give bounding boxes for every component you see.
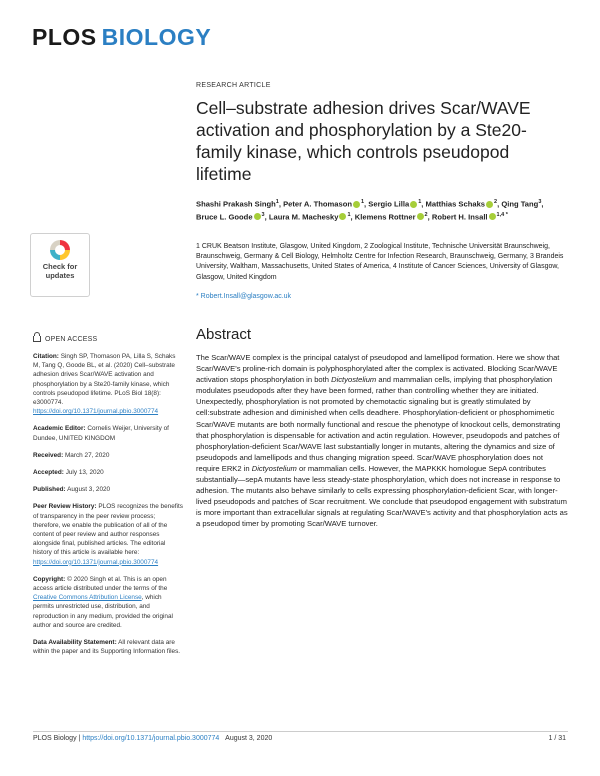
peer-review-link[interactable]: https://doi.org/10.1371/journal.pbio.3000774: [33, 558, 159, 566]
corresponding-email[interactable]: * Robert.Insall@glasgow.ac.uk: [196, 293, 292, 300]
data-text: All relevant data are within the paper and its Supporting Information files.: [33, 639, 181, 656]
orcid-icon[interactable]: [489, 213, 496, 220]
abstract-part2: and mammalian cells, implying that phosphorylation modulates pseudopods after they have been formed, rather than controlling whether they are initiated. Unexpectedly, phosphorylation is not promoted by chemotactic signaling but is greatly stimulated by cell:substrate adhesion and diminished when cells deadhere. Phosphorylation-deficient or phosphomimetic Scar/WAVE mutants are both normally functional and rescue the phenotype of knockout cells, demonstrating that phosphorylation is dispensable for activation and actin regulation. However, pseudopods and patches of phosphorylation-deficient Scar/WAVE last substantially longer in mutants, altering the dynamics and size of pseudopods and lamellipods and thus changing migration speed. Scar/WAVE phosphorylation does not require ERK2 in: [196, 375, 561, 473]
article-type: RESEARCH ARTICLE: [196, 82, 271, 89]
author-name: Bruce L. Goode: [196, 212, 253, 222]
peer-label: Peer Review History:: [33, 503, 97, 511]
footer-divider: [33, 731, 568, 732]
footer-date: August 3, 2020: [225, 735, 273, 742]
author-separator: ,: [427, 212, 432, 222]
open-access-text: OPEN ACCESS: [45, 336, 98, 343]
citation-label: Citation:: [33, 353, 59, 360]
orcid-icon[interactable]: [254, 213, 261, 220]
copyright-text2: , which permits unrestricted use, distribution, and reproduction in any medium, provided the original author and source are credited.: [33, 594, 173, 629]
check-for-updates-button[interactable]: [30, 233, 90, 297]
author-name: Qing Tang: [501, 199, 539, 209]
author-separator: ,: [497, 199, 502, 209]
academic-editor: [33, 424, 183, 442]
author-name: Robert H. Insall: [431, 212, 488, 222]
author-name: Peter A. Thomason: [283, 199, 352, 209]
copyright: [33, 575, 183, 630]
abstract-part1: The Scar/WAVE complex is the principal catalyst of pseudopod and lamellipod formation. Here we show that Scar/WAVE's proline-rich domain is polyphosphorylated after the complex is activated. Blocking Scar/WAVE activation stops phosphorylation in both: [196, 353, 560, 385]
open-access-label: [33, 336, 97, 343]
author-affiliation-sup: 2: [424, 211, 428, 218]
received-label: Received:: [33, 451, 64, 459]
journal-logo[interactable]: [32, 26, 211, 49]
citation: [33, 352, 183, 416]
check-updates-line2: updates: [45, 270, 75, 280]
received-date: [33, 451, 183, 460]
author-affiliation-sup: 1: [418, 199, 422, 205]
author-name: Laura M. Machesky: [268, 212, 339, 222]
author-separator: ,: [421, 199, 426, 209]
peer-review-history: [33, 502, 183, 566]
published-text: August 3, 2020: [67, 486, 111, 494]
data-availability: [33, 638, 183, 656]
author-separator: ,: [350, 212, 355, 222]
affiliations: 1 CRUK Beatson Institute, Glasgow, United Kingdom, 2 Zoological Institute, Technische Universität Braunschweig, Braunschweig, Germany & Cell Biology, Helmholtz Centre for Infection Research, Braunschweig, Germany, 3 Brandeis University, Waltham, Massachusetts, United States of America, 4 Institute of Cancer Sciences, University of Glasgow, Glasgow, United Kingdom: [196, 243, 564, 281]
citation-text: Singh SP, Thomason PA, Lilla S, Schaks M, Tang Q, Goode BL, et al. (2020) Cell–substrate adhesion drives Scar/WAVE activation and phosphorylation by a Ste20-family kinase, which controls pseudopod lifetime. PLoS Biol 18(8): e3000774.: [33, 353, 176, 407]
author-separator: ,: [278, 199, 284, 209]
received-text: March 27, 2020: [64, 451, 110, 459]
author-name: Matthias Schaks: [425, 199, 486, 209]
page-footer: [33, 735, 272, 742]
logo-plos: PLOS: [32, 24, 97, 50]
author-affiliation-sup: 3: [261, 211, 265, 218]
article-title: Cell–substrate adhesion drives Scar/WAVE activation and phosphorylation by a Ste20-family kinase, which controls pseudopod lifetime: [196, 98, 531, 184]
author-affiliation-sup: 1: [347, 211, 351, 218]
author-name: Sergio Lilla: [368, 199, 410, 209]
article-info-sidebar: [33, 352, 183, 664]
author-affiliation-sup: 1,4 *: [496, 211, 508, 218]
footer-journal: PLOS Biology: [33, 735, 77, 742]
abstract-species1: Dictyostelium: [331, 375, 377, 385]
copyright-label: Copyright:: [33, 575, 66, 583]
check-updates-line1: Check for: [42, 262, 78, 271]
orcid-icon[interactable]: [353, 201, 360, 208]
data-label: Data Availability Statement:: [33, 639, 117, 647]
orcid-icon[interactable]: [417, 213, 424, 220]
editor-text: Cornelis Weijer, University of Dundee, UNITED KINGDOM: [33, 425, 169, 442]
author-separator: ,: [541, 199, 544, 209]
license-link[interactable]: Creative Commons Attribution License: [33, 594, 142, 602]
logo-biology: BIOLOGY: [101, 24, 212, 50]
author-list: [196, 197, 564, 222]
footer-doi-link[interactable]: https://doi.org/10.1371/journal.pbio.3000774: [82, 735, 220, 742]
author-name: Shashi Prakash Singh: [196, 199, 276, 209]
author-name: Klemens Rottner: [354, 212, 416, 222]
orcid-icon[interactable]: [339, 213, 346, 220]
abstract-body: [196, 352, 568, 530]
footer-sep: |: [76, 735, 83, 742]
author-affiliation-sup: 3: [538, 199, 542, 205]
abstract-heading: Abstract: [196, 326, 252, 343]
author-separator: ,: [364, 199, 369, 209]
author-affiliation-sup: 2: [494, 199, 498, 205]
author-affiliation-sup: 1: [275, 199, 279, 205]
crossmark-icon: [49, 239, 71, 261]
author-separator: ,: [264, 212, 269, 222]
abstract-part3: or mammalian cells. However, the MAPKKK homologue SepA contributes substantially—sepA mutants have less steady-state phosphorylation, which does not increase in response to adhesion. The mutants also behave similarly to cells expressing phosphorylation-deficient Scar, with longer-lived pseudopods and patches of Scar recruitment. We conclude that pseudopod engagement with substratum is more important than extracellular signals at regulating Scar/WAVE's activity and that phosphorylation acts as a pseudopod timer by promoting Scar/WAVE turnover.: [196, 463, 568, 529]
published-date: [33, 485, 183, 494]
orcid-icon[interactable]: [486, 201, 493, 208]
accepted-text: July 13, 2020: [65, 469, 104, 477]
published-label: Published:: [33, 486, 66, 494]
author-affiliation-sup: 1: [360, 199, 365, 205]
orcid-icon[interactable]: [410, 201, 417, 208]
open-lock-icon: [33, 336, 41, 342]
abstract-species2: Dictyostelium: [251, 463, 297, 473]
peer-text: PLOS recognizes the benefits of transparency in the peer review process; therefore, we enable the publication of all of the content of peer review and author responses alongside final, published articles. The editorial history of this article is available here:: [33, 503, 183, 557]
page-number: 1 / 31: [548, 735, 566, 742]
accepted-label: Accepted:: [33, 469, 64, 477]
citation-doi-link[interactable]: https://doi.org/10.1371/journal.pbio.3000774: [33, 408, 159, 416]
copyright-text1: © 2020 Singh et al. This is an open access article distributed under the terms of the: [33, 575, 168, 593]
accepted-date: [33, 468, 183, 477]
editor-label: Academic Editor:: [33, 425, 86, 433]
